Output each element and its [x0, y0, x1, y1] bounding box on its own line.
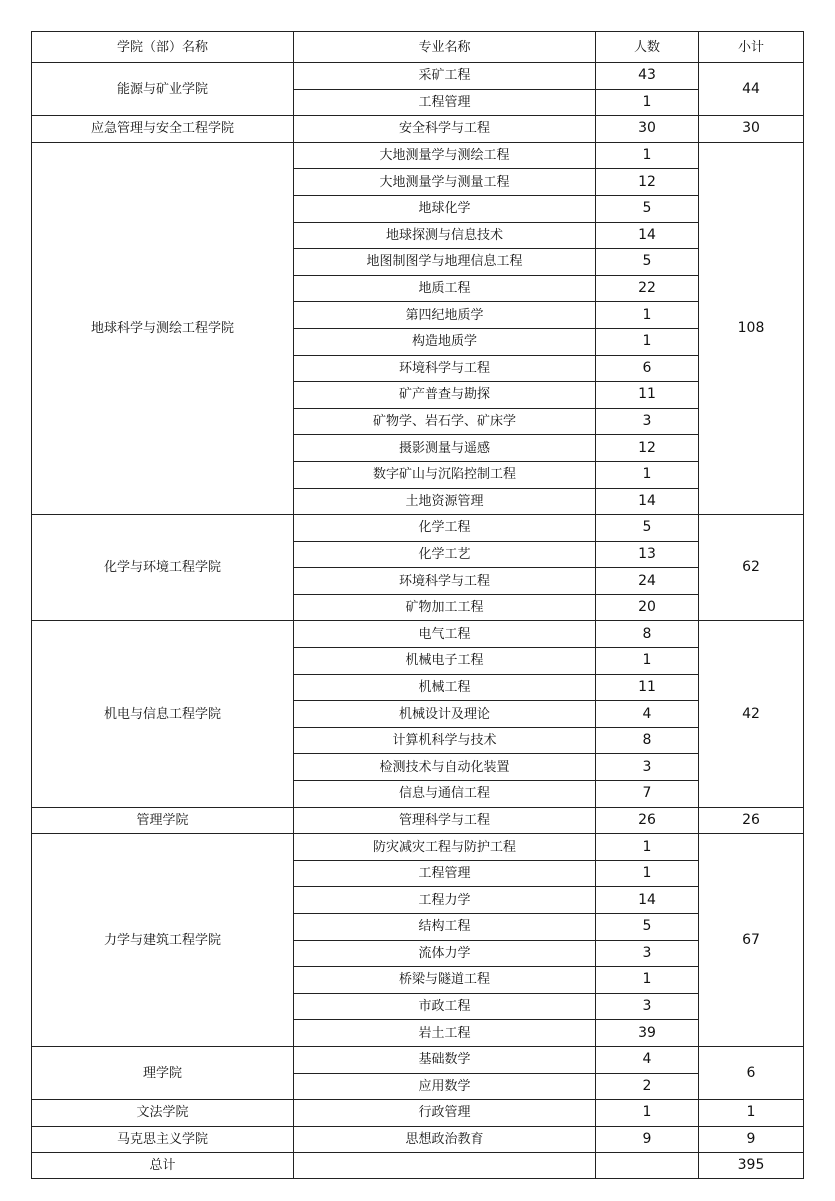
college-name: 马克思主义学院 — [32, 1126, 294, 1153]
college-name: 地球科学与测绘工程学院 — [32, 142, 294, 514]
student-count: 3 — [596, 940, 699, 967]
student-count: 2 — [596, 1073, 699, 1100]
college-subtotal: 42 — [699, 621, 804, 807]
major-name: 行政管理 — [294, 1100, 596, 1127]
college-subtotal: 67 — [699, 834, 804, 1047]
major-name: 地球探测与信息技术 — [294, 222, 596, 249]
college-subtotal: 62 — [699, 515, 804, 621]
student-count: 1 — [596, 967, 699, 994]
table-row — [32, 63, 804, 90]
student-count: 4 — [596, 1046, 699, 1073]
student-count: 5 — [596, 195, 699, 222]
student-count: 11 — [596, 382, 699, 409]
major-name: 电气工程 — [294, 621, 596, 648]
student-count: 1 — [596, 648, 699, 675]
major-name: 工程力学 — [294, 887, 596, 914]
total-value: 395 — [699, 1153, 804, 1179]
student-count: 9 — [596, 1126, 699, 1153]
student-count: 6 — [596, 355, 699, 382]
student-count: 13 — [596, 541, 699, 568]
student-count: 5 — [596, 914, 699, 941]
table-row — [32, 142, 804, 169]
header-count: 人数 — [596, 32, 699, 63]
total-row — [32, 1153, 804, 1179]
table-row — [32, 515, 804, 542]
major-name: 思想政治教育 — [294, 1126, 596, 1153]
major-name: 矿产普查与勘探 — [294, 382, 596, 409]
student-count: 12 — [596, 435, 699, 462]
major-name: 机械工程 — [294, 674, 596, 701]
table-row — [32, 1126, 804, 1153]
college-subtotal: 26 — [699, 807, 804, 834]
student-count: 3 — [596, 754, 699, 781]
college-subtotal: 44 — [699, 63, 804, 116]
college-name: 能源与矿业学院 — [32, 63, 294, 116]
total-empty-count — [596, 1153, 699, 1179]
header-subtotal: 小计 — [699, 32, 804, 63]
college-subtotal: 1 — [699, 1100, 804, 1127]
college-subtotal: 30 — [699, 116, 804, 143]
header-major: 专业名称 — [294, 32, 596, 63]
major-name: 环境科学与工程 — [294, 355, 596, 382]
major-name: 检测技术与自动化装置 — [294, 754, 596, 781]
student-count: 22 — [596, 275, 699, 302]
student-count: 14 — [596, 488, 699, 515]
student-count: 39 — [596, 1020, 699, 1047]
major-name: 矿物加工工程 — [294, 594, 596, 621]
student-count: 1 — [596, 328, 699, 355]
major-name: 桥梁与隧道工程 — [294, 967, 596, 994]
student-count: 1 — [596, 302, 699, 329]
student-count: 43 — [596, 63, 699, 90]
college-name: 理学院 — [32, 1046, 294, 1099]
student-count: 4 — [596, 701, 699, 728]
table-header-row — [32, 32, 804, 63]
student-count: 1 — [596, 142, 699, 169]
student-count: 26 — [596, 807, 699, 834]
table-row — [32, 621, 804, 648]
table-row — [32, 116, 804, 143]
student-count: 30 — [596, 116, 699, 143]
major-name: 矿物学、岩石学、矿床学 — [294, 408, 596, 435]
college-name: 文法学院 — [32, 1100, 294, 1127]
major-name: 工程管理 — [294, 860, 596, 887]
college-name: 力学与建筑工程学院 — [32, 834, 294, 1047]
major-name: 环境科学与工程 — [294, 568, 596, 595]
college-subtotal: 108 — [699, 142, 804, 514]
student-count: 24 — [596, 568, 699, 595]
student-count: 5 — [596, 515, 699, 542]
student-count: 20 — [596, 594, 699, 621]
total-label: 总计 — [32, 1153, 294, 1179]
major-name: 大地测量学与测量工程 — [294, 169, 596, 196]
college-subtotal: 6 — [699, 1046, 804, 1099]
major-name: 应用数学 — [294, 1073, 596, 1100]
major-name: 采矿工程 — [294, 63, 596, 90]
table-row — [32, 1046, 804, 1073]
student-count: 8 — [596, 727, 699, 754]
major-name: 构造地质学 — [294, 328, 596, 355]
student-count: 5 — [596, 249, 699, 276]
student-count: 3 — [596, 408, 699, 435]
major-name: 土地资源管理 — [294, 488, 596, 515]
major-name: 管理科学与工程 — [294, 807, 596, 834]
major-name: 第四纪地质学 — [294, 302, 596, 329]
student-count: 8 — [596, 621, 699, 648]
table-row — [32, 834, 804, 861]
student-count: 14 — [596, 222, 699, 249]
major-name: 结构工程 — [294, 914, 596, 941]
college-name: 化学与环境工程学院 — [32, 515, 294, 621]
total-empty-major — [294, 1153, 596, 1179]
major-name: 机械设计及理论 — [294, 701, 596, 728]
major-name: 摄影测量与遥感 — [294, 435, 596, 462]
major-name: 机械电子工程 — [294, 648, 596, 675]
major-name: 化学工艺 — [294, 541, 596, 568]
major-name: 地图制图学与地理信息工程 — [294, 249, 596, 276]
college-name: 管理学院 — [32, 807, 294, 834]
college-name: 应急管理与安全工程学院 — [32, 116, 294, 143]
student-count: 1 — [596, 860, 699, 887]
major-name: 市政工程 — [294, 993, 596, 1020]
student-count: 14 — [596, 887, 699, 914]
enrollment-table — [31, 31, 804, 1179]
college-subtotal: 9 — [699, 1126, 804, 1153]
major-name: 地质工程 — [294, 275, 596, 302]
table-row — [32, 1100, 804, 1127]
major-name: 计算机科学与技术 — [294, 727, 596, 754]
major-name: 流体力学 — [294, 940, 596, 967]
student-count: 12 — [596, 169, 699, 196]
major-name: 基础数学 — [294, 1046, 596, 1073]
major-name: 化学工程 — [294, 515, 596, 542]
college-name: 机电与信息工程学院 — [32, 621, 294, 807]
major-name: 大地测量学与测绘工程 — [294, 142, 596, 169]
major-name: 安全科学与工程 — [294, 116, 596, 143]
major-name: 工程管理 — [294, 89, 596, 116]
student-count: 7 — [596, 781, 699, 808]
student-count: 3 — [596, 993, 699, 1020]
table-row — [32, 807, 804, 834]
student-count: 1 — [596, 89, 699, 116]
student-count: 1 — [596, 461, 699, 488]
major-name: 数字矿山与沉陷控制工程 — [294, 461, 596, 488]
major-name: 防灾减灾工程与防护工程 — [294, 834, 596, 861]
student-count: 11 — [596, 674, 699, 701]
major-name: 信息与通信工程 — [294, 781, 596, 808]
major-name: 地球化学 — [294, 195, 596, 222]
student-count: 1 — [596, 834, 699, 861]
student-count: 1 — [596, 1100, 699, 1127]
major-name: 岩土工程 — [294, 1020, 596, 1047]
header-college: 学院（部）名称 — [32, 32, 294, 63]
